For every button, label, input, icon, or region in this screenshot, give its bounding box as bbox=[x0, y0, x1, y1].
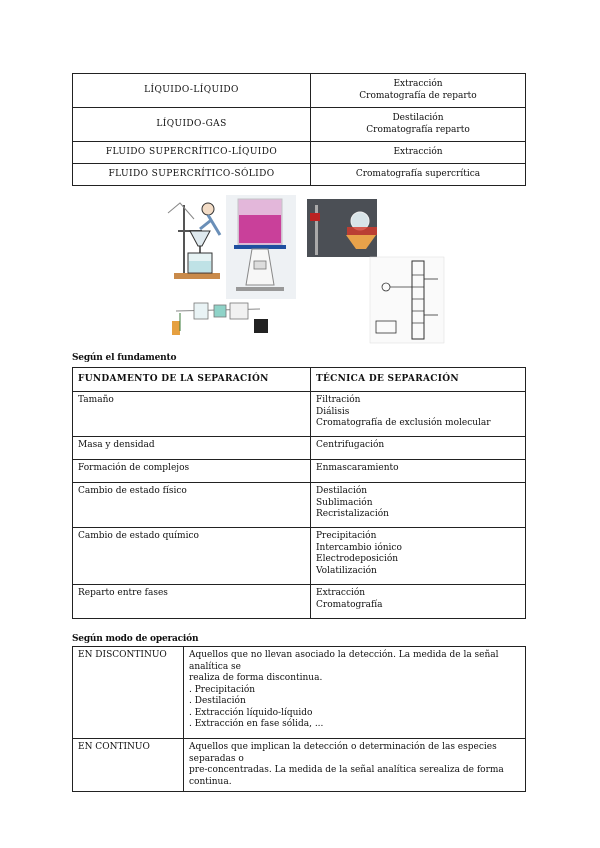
technique-line: Cromatografía bbox=[316, 599, 383, 610]
phase-pairs-table bbox=[72, 73, 526, 186]
description-line: . Destilación bbox=[189, 696, 246, 706]
description-line: . Precipitación bbox=[189, 684, 256, 695]
technique-line: Volatilización bbox=[316, 565, 377, 576]
phase-cell: LÍQUIDO-GAS bbox=[73, 108, 311, 142]
table-row bbox=[73, 164, 526, 186]
basis-cell: Cambio de estado físico bbox=[73, 483, 311, 528]
phase-cell: FLUIDO SUPERCRÍTICO-SÓLIDO bbox=[73, 164, 311, 186]
technique-line: Cromatografía reparto bbox=[366, 124, 470, 135]
beaker-photo bbox=[226, 195, 296, 299]
technique-line: Destilación bbox=[392, 113, 444, 123]
table-row bbox=[73, 392, 526, 437]
technique-line: Intercambio iónico bbox=[316, 542, 402, 553]
technique-cell: Extracción bbox=[311, 142, 526, 164]
basis-cell: Reparto entre fases bbox=[73, 585, 311, 619]
technique-cell bbox=[311, 483, 526, 528]
fundamento-table bbox=[72, 367, 526, 619]
phase-cell: LÍQUIDO-LÍQUIDO bbox=[73, 74, 311, 108]
lab-apparatus-image bbox=[150, 191, 450, 351]
technique-line: Extracción bbox=[393, 79, 443, 89]
column-schematic bbox=[370, 257, 444, 343]
description-line: Aquellos que no llevan asociado la detección. La medida de la señal analítica se bbox=[189, 650, 499, 672]
table-row bbox=[73, 528, 526, 585]
phase-cell: FLUIDO SUPERCRÍTICO-LÍQUIDO bbox=[73, 142, 311, 164]
table-row bbox=[73, 460, 526, 483]
technique-cell bbox=[311, 528, 526, 585]
description-line: Aquellos que implican la detección o determinación de las especies separadas o bbox=[189, 742, 497, 764]
basis-cell: Tamaño bbox=[73, 392, 311, 437]
table-header-row bbox=[73, 368, 526, 392]
technique-line: Destilación bbox=[316, 486, 368, 496]
description-line: realiza de forma discontinua. bbox=[189, 673, 323, 683]
table-row bbox=[73, 739, 526, 792]
description-cell bbox=[184, 647, 526, 739]
description-line: pre-concentradas. La medida de la señal analítica serealiza de forma continua. bbox=[189, 765, 504, 787]
technique-line: Diálisis bbox=[316, 406, 350, 417]
table-row bbox=[73, 108, 526, 142]
mode-cell: EN CONTINUO bbox=[73, 739, 184, 792]
technique-line: Extracción bbox=[316, 588, 366, 598]
technique-line: Filtración bbox=[316, 395, 361, 405]
technique-line: Precipitación bbox=[316, 531, 377, 541]
mode-cell: EN DISCONTINUO bbox=[73, 647, 184, 739]
section-heading-fundamento: Según el fundamento bbox=[72, 353, 177, 363]
operacion-table bbox=[72, 646, 526, 792]
technique-line: Recristalización bbox=[316, 509, 389, 519]
technique-line: Cromatografía de reparto bbox=[359, 90, 477, 101]
table-row bbox=[73, 437, 526, 460]
technique-cell: Centrifugación bbox=[311, 437, 526, 460]
table-row bbox=[73, 142, 526, 164]
technique-line: Sublimación bbox=[316, 497, 373, 508]
technique-cell: Cromatografía supercrítica bbox=[311, 164, 526, 186]
basis-cell: Masa y densidad bbox=[73, 437, 311, 460]
description-line: . Extracción líquido-líquido bbox=[189, 707, 313, 718]
table-row bbox=[73, 585, 526, 619]
table-row bbox=[73, 483, 526, 528]
technique-line: Cromatografía de exclusión molecular bbox=[316, 418, 491, 428]
basis-cell: Formación de complejos bbox=[73, 460, 311, 483]
technique-cell bbox=[311, 74, 526, 108]
technique-cell bbox=[311, 108, 526, 142]
section-heading-operacion: Según modo de operación bbox=[72, 634, 199, 644]
header-tecnica: TÉCNICA DE SEPARACIÓN bbox=[311, 368, 526, 392]
technique-cell bbox=[311, 392, 526, 437]
technique-line: Electrodeposición bbox=[316, 554, 399, 564]
table-row bbox=[73, 74, 526, 108]
technique-cell bbox=[311, 585, 526, 619]
table-row bbox=[73, 647, 526, 739]
description-line: . Extracción en fase sólida, ... bbox=[189, 719, 324, 729]
header-fundamento: FUNDAMENTO DE LA SEPARACIÓN bbox=[73, 368, 311, 392]
distillation-photo bbox=[307, 199, 377, 257]
description-cell bbox=[184, 739, 526, 792]
technique-cell: Enmascaramiento bbox=[311, 460, 526, 483]
basis-cell: Cambio de estado químico bbox=[73, 528, 311, 585]
